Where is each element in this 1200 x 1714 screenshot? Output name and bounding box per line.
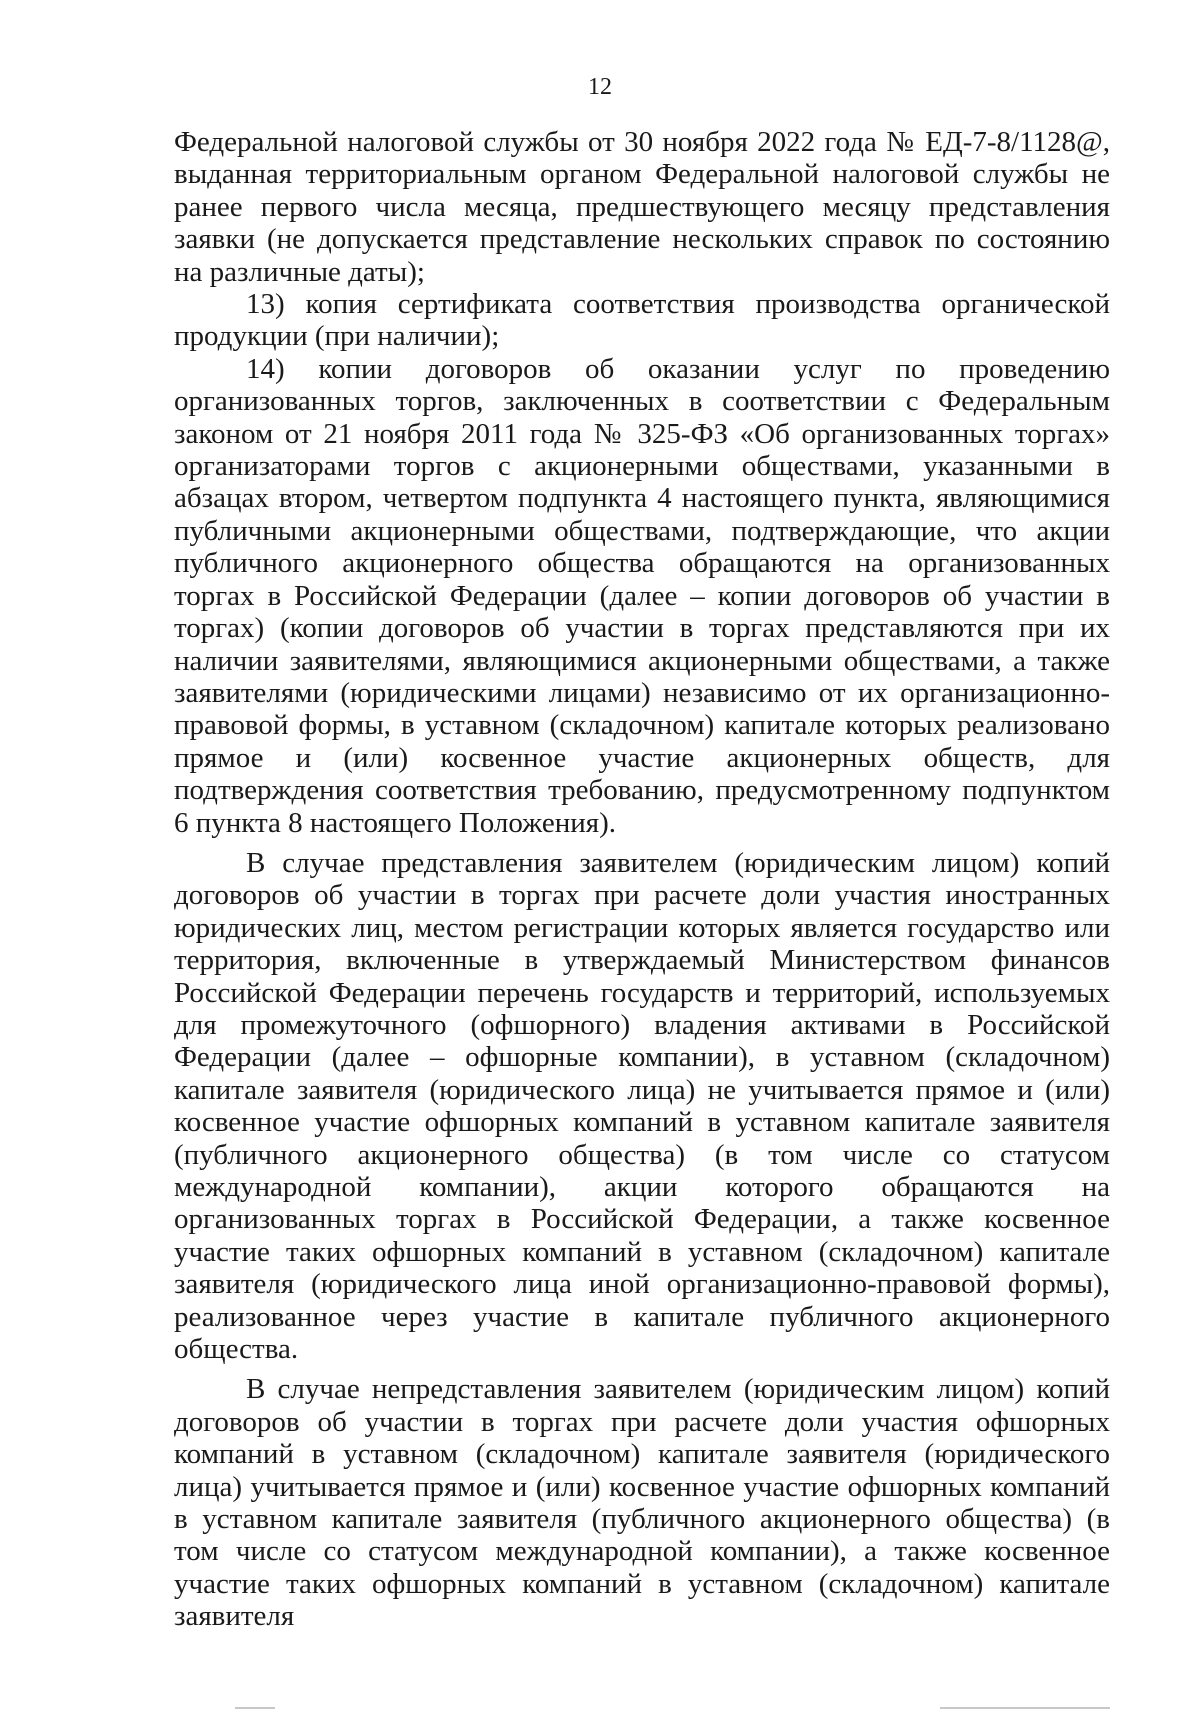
paragraph-item-14: 14) копии договоров об оказании услуг по проведению организованных торгов, заключенных в соответствии с Федеральным законом от 21 ноября 2011 года № 325-ФЗ «Об организованных торгах» организаторами торгов с акционерными обществами, указанными в абзацах втором, четвертом подпункта 4 настоящего пункта, являющимися публичными акционерными обществами, подтверждающие, что акции публичного акционерного общества обращаются на организованных торгах в Российской Федерации (далее – копии договоров об участии в торгах) (копии договоров об участии в торгах представляются при их наличии заявителями, являющимися акционерными обществами, а также заявителями (юридическими лицами) независимо от их организационно-правовой формы, в уставном (складочном) капитале которых реализовано прямое и (или) косвенное участие акционерных обществ, для подтверждения соответствия требованию, предусмотренному подпунктом 6 пункта 8 настоящего Положения). bbox=[174, 352, 1110, 839]
paragraph-case-submission: В случае представления заявителем (юридическим лицом) копий договоров об участии в торгах при расчете доли участия иностранных юридических лиц, местом регистрации которых является государство или территория, включенные в утверждаемый Министерством финансов Российской Федерации перечень государств и территорий, используемых для промежуточного (офшорного) владения активами в Российской Федерации (далее – офшорные компании), в уставном (складочном) капитале заявителя (юридического лица) не учитывается прямое и (или) косвенное участие офшорных компаний в уставном капитале заявителя (публичного акционерного общества) (в том числе со статусом международной компании), акции которого обращаются на организованных торгах в Российской Федерации, а также косвенное участие таких офшорных компаний в уставном (складочном) капитале заявителя (юридического лица иной организационно-правовой формы), реализованное через участие в капитале публичного акционерного общества. bbox=[174, 846, 1110, 1366]
scan-artifact-left bbox=[235, 1707, 275, 1709]
paragraph-item-13: 13) копия сертификата соответствия производства органической продукции (при наличии); bbox=[174, 288, 1110, 353]
paragraph-case-non-submission: В случае непредставления заявителем (юридическим лицом) копий договоров об участии в торгах при расчете доли участия офшорных компаний в уставном (складочном) капитале заявителя (юридического лица) учитывается прямое и (или) косвенное участие офшорных компаний в уставном капитале заявителя (публичного акционерного общества) (в том числе со статусом международной компании), а также косвенное участие таких офшорных компаний в уставном (складочном) капитале заявителя bbox=[174, 1373, 1110, 1633]
paragraph-continuation: Федеральной налоговой службы от 30 ноября 2022 года № ЕД-7-8/1128@, выданная территориальным органом Федеральной налоговой службы не ранее первого числа месяца, предшествующего месяцу представления заявки (не допускается представление нескольких справок по состоянию на различные даты); bbox=[174, 126, 1110, 288]
document-body bbox=[174, 126, 1110, 1633]
scan-artifact-right bbox=[940, 1707, 1110, 1709]
page-number: 12 bbox=[588, 74, 612, 100]
